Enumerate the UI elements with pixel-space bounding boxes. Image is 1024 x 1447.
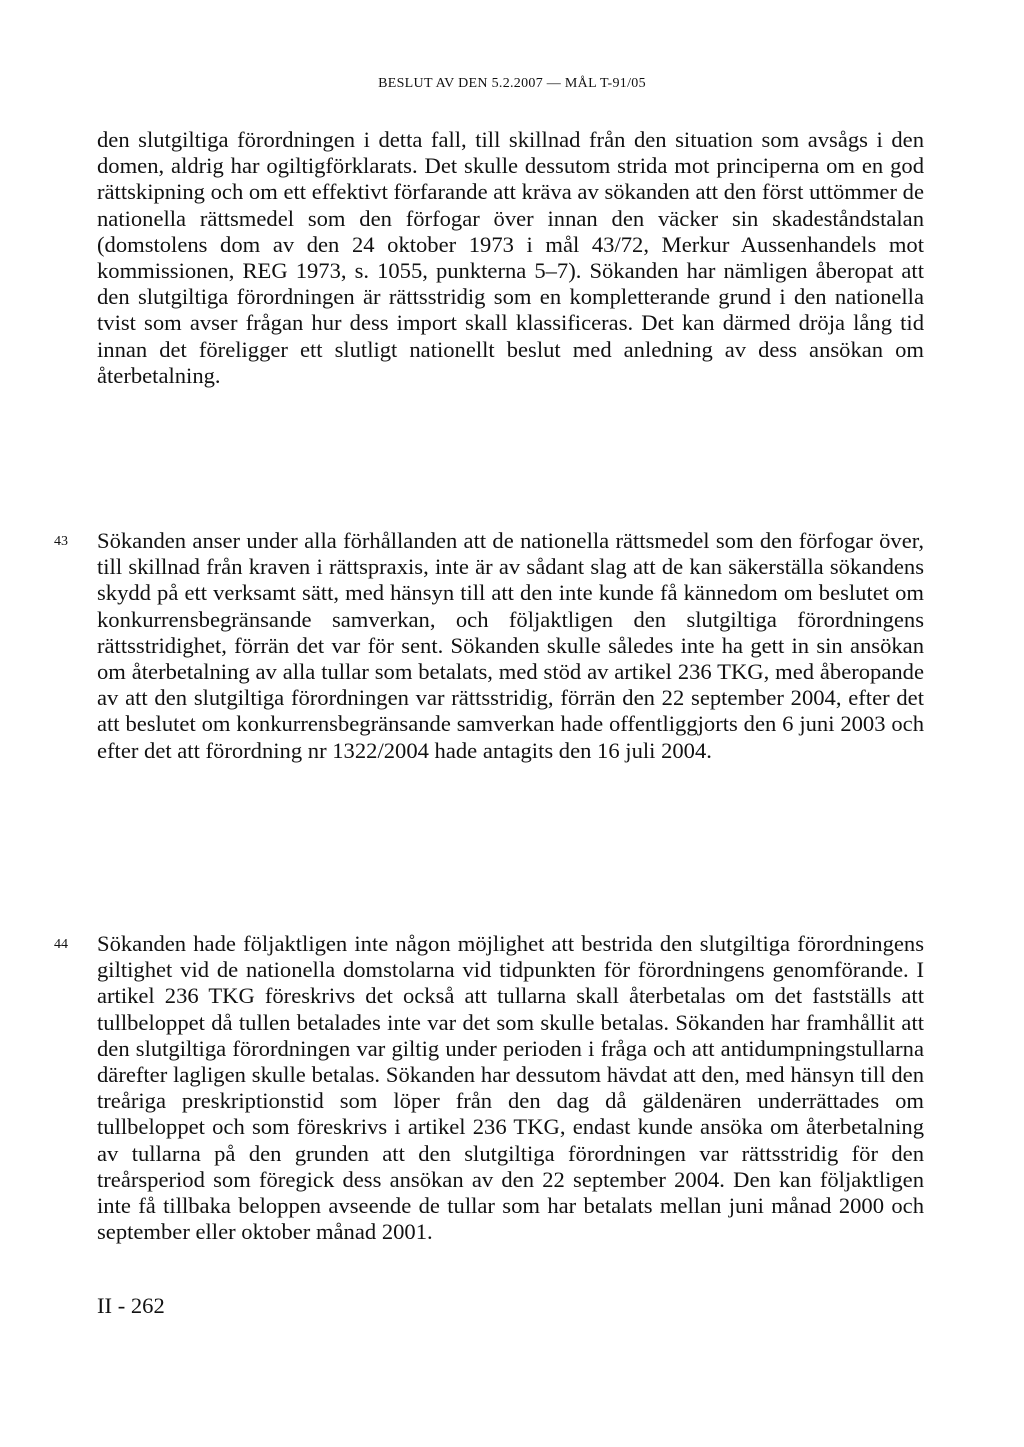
page-number: II - 262 bbox=[97, 1293, 165, 1318]
paragraph-number-43: 43 bbox=[54, 534, 68, 549]
paragraph-number-44: 44 bbox=[54, 937, 68, 952]
running-header: BESLUT AV DEN 5.2.2007 — MÅL T-91/05 bbox=[378, 76, 646, 91]
paragraph-43: Sökanden anser under alla förhållanden att de nationella rättsmedel som den förfogar över, till skillnad från kraven i rättspraxis, inte är av sådant slag att de kan säkerställa sökandens skydd på ett verksamt sätt, med hänsyn till att den inte kunde få kännedom om beslutet om konkurrensbegränsande samverkan, och följaktligen den slutgiltiga förordningens rättsstridighet, förrän det var för sent. Sökanden skulle således inte ha gett in sin ansökan om återbetalning av alla tullar som betalats, med stöd av artikel 236 TKG, med åberopande av att den slutgiltiga förordningen var rättsstridig, förrän den 22 september 2004, efter det att beslutet om konkurrensbegränsande samverkan hade offentliggjorts den 6 juni 2003 och efter det att förordning nr 1322/2004 hade antagits den 16 juli 2004. bbox=[97, 528, 924, 763]
paragraph-44: Sökanden hade följaktligen inte någon möjlighet att bestrida den slutgiltiga förordningens giltighet vid de nationella domstolarna vid tidpunkten för förordningens genomförande. I artikel 236 TKG föreskrivs det också att tullarna skall återbetalas om det fastställs att tullbeloppet då tullen betalades inte var det som skulle betalas. Sökanden har framhållit att den slutgiltiga förordningen var giltig under perioden i fråga och att antidumpningstullarna därefter lagligen skulle betalas. Sökanden har dessutom hävdat att den, med hänsyn till den treåriga preskriptionstid som löper från den dag då gäldenären underrättades om tullbeloppet och som föreskrivs i artikel 236 TKG, endast kunde ansöka om återbetalning av tullarna på den grunden att den slutgiltiga förordningen var rättsstridig för den treårsperiod som föregick dess ansökan av den 22 september 2004. Den kan följaktligen inte få tillbaka beloppen avseende de tullar som har betalats mellan juni månad 2000 och september eller oktober månad 2001. bbox=[97, 931, 924, 1245]
paragraph-continued: den slutgiltiga förordningen i detta fall, till skillnad från den situation som avsågs i den domen, aldrig har ogiltigförklarats. Det skulle dessutom strida mot principerna om en god rättskipning och om ett effektivt förfarande att kräva av sökanden att den först uttömmer de nationella rättsmedel som den förfogar över innan den väcker sin skadeståndstalan (domstolens dom av den 24 oktober 1973 i mål 43/72, Merkur Aussenhandels mot kommissionen, REG 1973, s. 1055, punkterna 5–7). Sökanden har nämligen åberopat att den slutgiltiga förordningen är rättsstridig som en kompletterande grund i den nationella tvist som avser frågan hur dess import skall klassificeras. Det kan därmed dröja lång tid innan det föreligger ett slutligt nationellt beslut med anledning av dess ansökan om återbetalning. bbox=[97, 127, 924, 388]
